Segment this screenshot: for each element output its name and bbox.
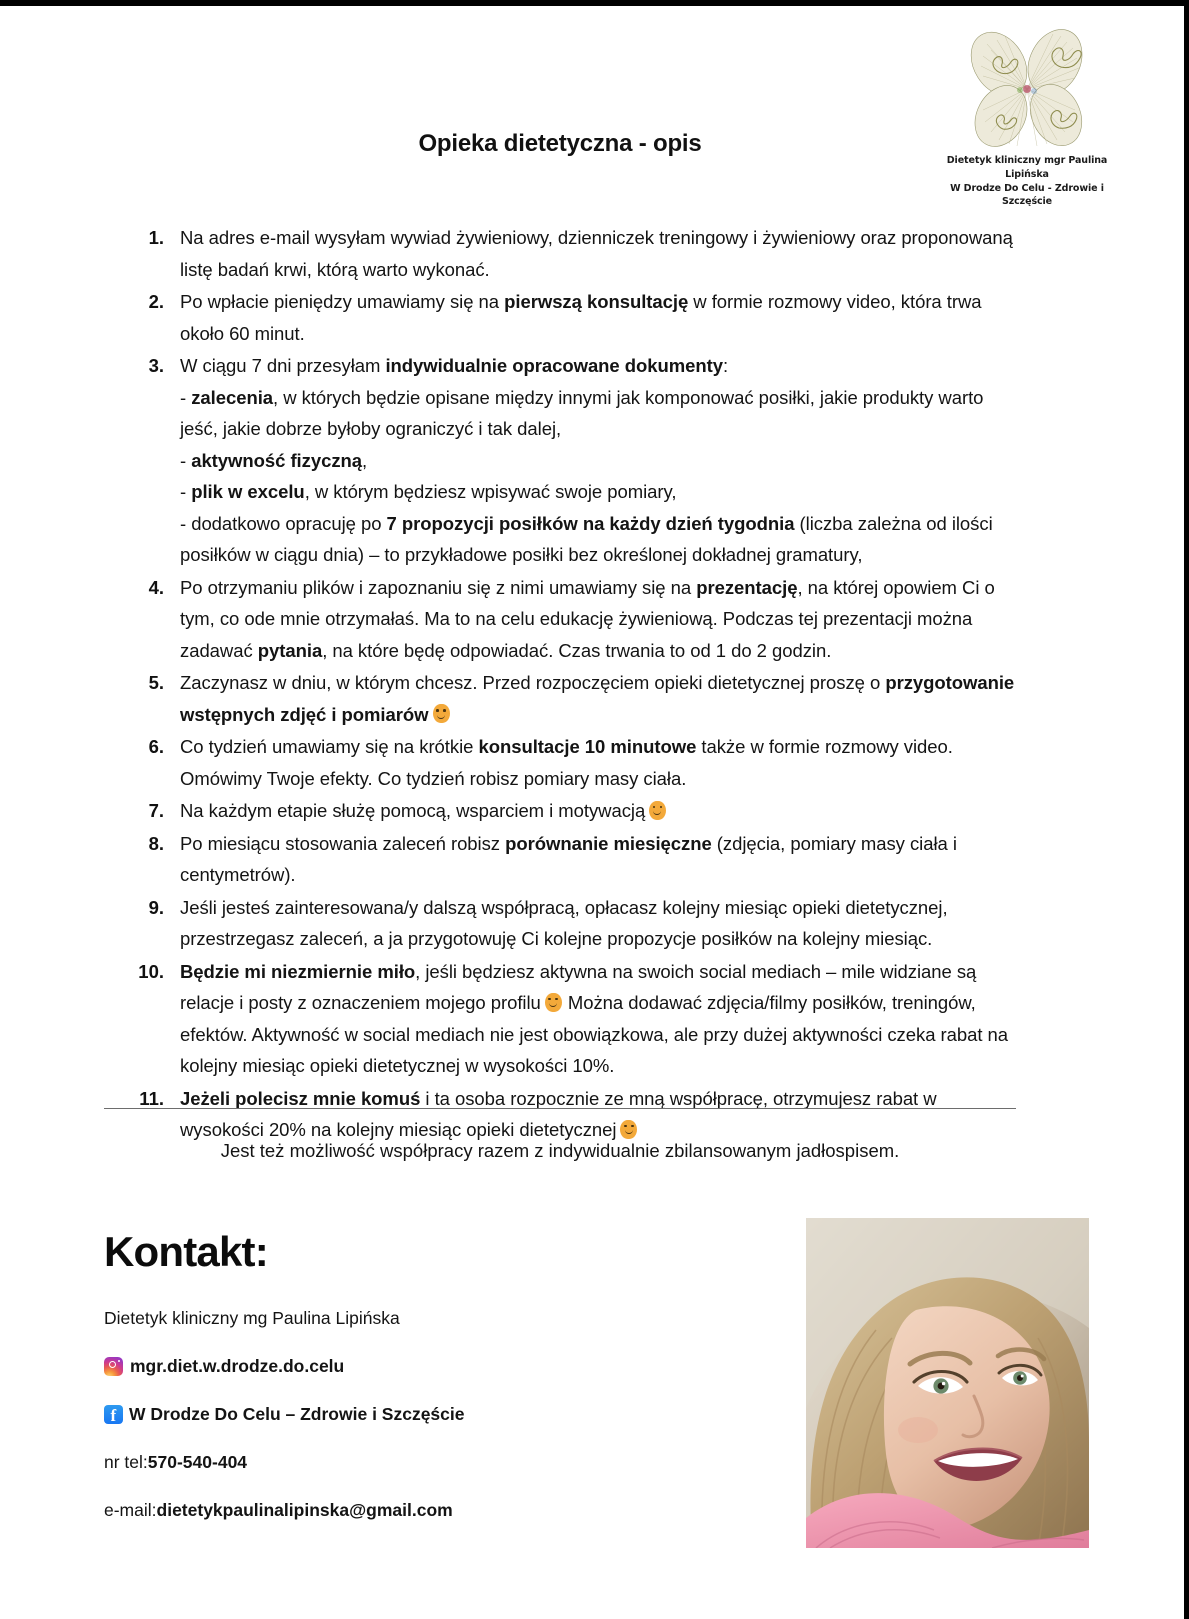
contact-phone-line <box>104 1449 744 1475</box>
portrait-photo-image <box>806 1218 1089 1548</box>
list-item-number: 6. <box>148 736 164 757</box>
list-item <box>134 892 1020 955</box>
list-item <box>134 572 1020 667</box>
contact-heading: Kontakt: <box>104 1228 268 1275</box>
contact-name-line <box>104 1305 744 1331</box>
list-item-text: Co tydzień umawiamy się na krótkie konsultacje 10 minutowe także w formie rozmowy video. Omówimy Twoje efekty. Co tydzień robisz pomiary masy ciała. <box>180 736 953 789</box>
contact-name: Dietetyk kliniczny mg Paulina Lipińska <box>104 1308 400 1328</box>
logo-caption-line2: W Drodze Do Celu - Zdrowie i Szczęście <box>950 182 1104 208</box>
list-item <box>134 286 1020 349</box>
list-item-text: Zaczynasz w dniu, w którym chcesz. Przed rozpoczęciem opieki dietetycznej proszę o przygotowanie wstępnych zdjęć i pomiarów <box>180 672 1015 725</box>
page-top-border <box>0 0 1189 6</box>
list-item-number: 9. <box>148 896 164 918</box>
facebook-page-name: W Drodze Do Celu – Zdrowie i Szczęście <box>129 1404 465 1424</box>
list-item-number: 10. <box>138 960 164 982</box>
list-item-text: Będzie mi niezmiernie miło, jeśli będziesz aktywna na swoich social mediach – mile widziane są relacje i posty z oznaczeniem mojego profilu Można dodawać zdjęcia/filmy posiłków, treningów, efektów. Aktywność w social mediach nie jest obowiązkowa, ale przy dużej aktywności czeka rabat na kolejny miesiąc opieki dietetycznej w wysokości 10%. <box>180 960 1009 1076</box>
list-item-number: 3. <box>148 355 164 376</box>
contact-facebook-line[interactable] <box>104 1401 744 1427</box>
list-item-text: Na adres e-mail wysyłam wywiad żywieniowy, dzienniczek treningowy i żywieniowy oraz proponowaną listę badań krwi, którą warto wykonać. <box>180 227 1013 280</box>
phone-number: 570-540-404 <box>147 1452 248 1472</box>
list-item-number: 11. <box>139 1087 164 1109</box>
list-item <box>134 731 1020 794</box>
smiling-face-emoji <box>649 801 666 820</box>
brand-logo <box>937 22 1117 209</box>
list-item-number: 1. <box>148 227 164 248</box>
email-address: dietetykpaulinalipinska@gmail.com <box>156 1500 453 1520</box>
facebook-icon: f <box>104 1405 123 1424</box>
list-item-number: 4. <box>148 576 164 598</box>
list-item <box>134 828 1020 891</box>
list-item <box>134 667 1020 730</box>
logo-caption-line1: Dietetyk kliniczny mgr Paulina Lipińska <box>946 155 1108 180</box>
page-title: Opieka dietetyczna - opis <box>418 130 702 157</box>
instagram-handle: mgr.diet.w.drodze.do.celu <box>130 1356 345 1376</box>
contact-instagram-line[interactable] <box>104 1353 744 1379</box>
list-item <box>134 350 1020 571</box>
list-item-text: Na każdym etapie służę pomocą, wsparciem i motywacją <box>180 795 1020 827</box>
list-item-number: 8. <box>148 832 164 854</box>
logo-caption <box>937 154 1117 209</box>
additional-note: Jest też możliwość współpracy razem z indywidualnie zbilansowanym jadłospisem. <box>220 1140 900 1161</box>
list-item <box>134 222 1020 285</box>
section-divider <box>104 1108 1016 1109</box>
list-item <box>134 795 1020 827</box>
email-label: e-mail: <box>104 1500 157 1520</box>
list-item-text: Jeśli jesteś zainteresowana/y dalszą współpracą, opłacasz kolejny miesiąc opieki dietetycznej, przestrzegasz zaleceń, a ja przygotowuję Ci kolejne propozycje posiłków na kolejny miesiąc. <box>180 896 948 949</box>
list-item-text: Po wpłacie pieniędzy umawiamy się na pierwszą konsultację w formie rozmowy video, która trwa około 60 minut. <box>180 291 982 344</box>
list-item <box>134 956 1020 1082</box>
list-item-text: Po miesiącu stosowania zaleceń robisz porównanie miesięczne (zdjęcia, pomiary masy ciała i centymetrów). <box>180 832 957 885</box>
phone-label: nr tel: <box>104 1452 148 1472</box>
page-right-border <box>1184 0 1189 1619</box>
contact-email-line <box>104 1497 744 1523</box>
list-item-number: 7. <box>148 800 164 821</box>
list-item-text: W ciągu 7 dni przesyłam indywidualnie opracowane dokumenty: - zalecenia, w których będzie opisane między innymi jak komponować posiłki, jakie produkty warto jeść, jakie dobrze byłoby ograniczyć i tak dalej, - aktywność fizyczną, - plik w excelu, w którym będziesz wpisywać swoje pomiary, - dodatkowo opracuję po 7 propozycji posiłków na każdy dzień tygodnia (liczba zależna od ilości posiłków w ciągu dnia) – to przykładowe posiłki bez określonej dokładnej gramatury, <box>180 355 993 565</box>
contact-details <box>104 1305 744 1545</box>
portrait-photo <box>806 1218 1089 1548</box>
list-item-text: Po otrzymaniu plików i zapoznaniu się z nimi umawiamy się na prezentację, na której opowiem Ci o tym, co ode mnie otrzymałaś. Ma to na celu edukację żywieniową. Podczas tej prezentacji można zadawać pytania, na które będę odpowiadać. Czas trwania to od 1 do 2 godzin. <box>180 576 995 661</box>
list-item-text: Jeżeli polecisz mnie komuś i ta osoba rozpocznie ze mną współpracę, otrzymujesz rabat w wysokości 20% na kolejny miesiąc opieki dietetycznej <box>180 1087 937 1140</box>
procedure-list <box>134 222 1020 1147</box>
smiling-face-emoji <box>545 993 562 1012</box>
list-item-number: 2. <box>148 291 164 312</box>
smiling-face-emoji <box>433 704 450 723</box>
instagram-icon <box>104 1357 123 1376</box>
list-item-number: 5. <box>148 672 164 693</box>
